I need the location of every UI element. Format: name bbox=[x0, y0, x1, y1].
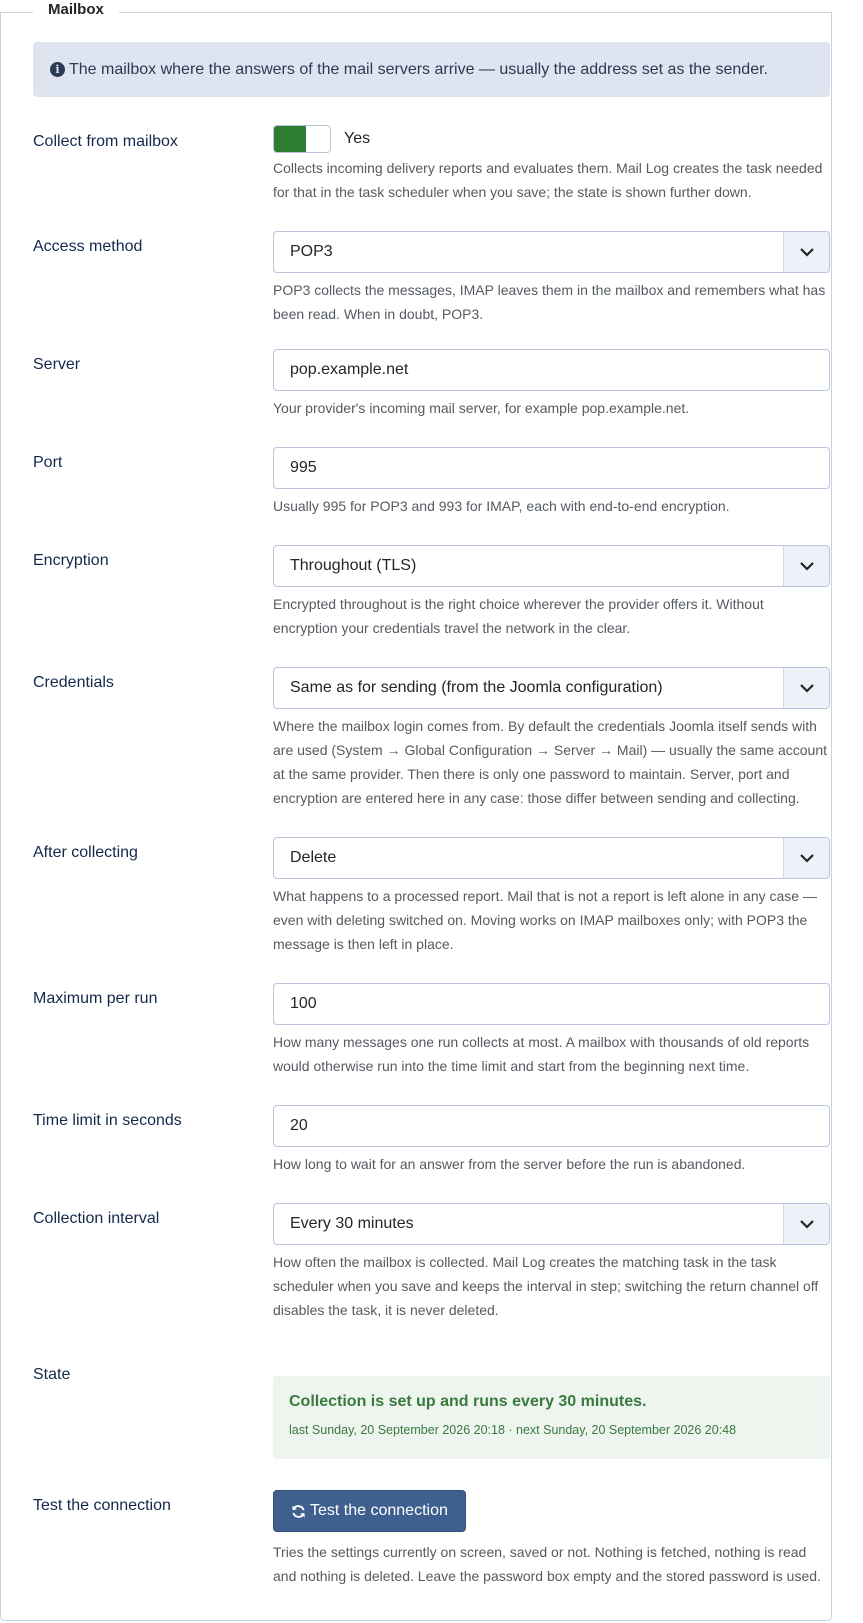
port-input[interactable]: 995 bbox=[273, 447, 830, 489]
hint-after: What happens to a processed report. Mail that is not a report is left alone in any case — even with deleting switched on. Moving works on IMAP mailboxes only; with POP3 the message is then left in place. bbox=[273, 888, 817, 952]
encryption-select-value: Throughout (TLS) bbox=[290, 557, 417, 574]
hint-credentials: Where the mailbox login comes from. By default the credentials Joomla itself sends with are used (System → Global Configuration → Server → Mail) — usually the same account at the same provider. Then there is only one password to maintain. Server, port and encryption are entered here in any case: those differ between sending and collecting. bbox=[273, 718, 828, 806]
control-server bbox=[273, 349, 830, 420]
state-box bbox=[273, 1376, 830, 1459]
control-timeout bbox=[273, 1105, 830, 1176]
state-detail: last Sunday, 20 September 2026 20:18 · next Sunday, 20 September 2026 20:48 bbox=[289, 1423, 737, 1437]
encryption-select[interactable] bbox=[273, 545, 830, 587]
control-interval bbox=[273, 1203, 830, 1322]
chevron-down-icon[interactable] bbox=[783, 838, 829, 878]
chevron-down-icon[interactable] bbox=[783, 1204, 829, 1244]
hint-test: Tries the settings currently on screen, saved or not. Nothing is fetched, nothing is read and nothing is deleted. Leave the password box empty and the stored password is used. bbox=[273, 1544, 821, 1584]
hint-collect: Collects incoming delivery reports and evaluates them. Mail Log creates the task needed for that in the task scheduler when you save; the state is shown further down. bbox=[273, 160, 823, 200]
credentials-select-value: Same as for sending (from the Joomla configuration) bbox=[290, 679, 663, 696]
timeout-input[interactable]: 20 bbox=[273, 1105, 830, 1147]
hint-port: Usually 995 for POP3 and 993 for IMAP, each with end-to-end encryption. bbox=[273, 498, 730, 514]
collect-toggle-label: Yes bbox=[344, 130, 371, 147]
hint-server: Your provider's incoming mail server, for example pop.example.net. bbox=[273, 400, 690, 416]
control-access bbox=[273, 231, 830, 326]
info-text: The mailbox where the answers of the mail servers arrive — usually the address set as the sender. bbox=[69, 60, 768, 78]
control-encryption bbox=[273, 545, 830, 640]
chevron-down-icon[interactable] bbox=[783, 668, 829, 708]
label-test: Test the connection bbox=[33, 1497, 171, 1514]
after-select-value: Delete bbox=[290, 849, 337, 866]
label-timeout: Time limit in seconds bbox=[33, 1112, 182, 1129]
label-port: Port bbox=[33, 454, 63, 471]
chevron-down-icon[interactable] bbox=[783, 546, 829, 586]
hint-access: POP3 collects the messages, IMAP leaves them in the mailbox and remembers what has been read. When in doubt, POP3. bbox=[273, 282, 826, 322]
label-access: Access method bbox=[33, 238, 143, 255]
control-port bbox=[273, 447, 830, 518]
info-icon: i bbox=[50, 62, 65, 77]
chevron-down-icon[interactable] bbox=[783, 232, 829, 272]
refresh-icon bbox=[291, 1504, 306, 1519]
server-input[interactable]: pop.example.net bbox=[273, 349, 830, 391]
hint-max: How many messages one run collects at most. A mailbox with thousands of old reports would otherwise run into the time limit and start from the beginning next time. bbox=[273, 1034, 810, 1074]
control-state bbox=[273, 1376, 830, 1459]
credentials-select[interactable] bbox=[273, 667, 830, 709]
label-interval: Collection interval bbox=[33, 1210, 160, 1227]
label-state: State bbox=[33, 1366, 71, 1383]
state-title: Collection is set up and runs every 30 minutes. bbox=[289, 1393, 647, 1410]
collect-switcher[interactable] bbox=[273, 125, 830, 153]
access-select-value: POP3 bbox=[290, 243, 333, 260]
hint-encryption: Encrypted throughout is the right choice wherever the provider offers it. Without encryption your credentials travel the network in the clear. bbox=[273, 596, 764, 636]
info-alert bbox=[33, 42, 830, 97]
control-credentials bbox=[273, 667, 830, 810]
control-test bbox=[273, 1490, 830, 1588]
after-select[interactable] bbox=[273, 837, 830, 879]
max-input[interactable]: 100 bbox=[273, 983, 830, 1025]
interval-select-value: Every 30 minutes bbox=[290, 1215, 414, 1232]
access-select[interactable] bbox=[273, 231, 830, 273]
control-max bbox=[273, 983, 830, 1078]
control-after bbox=[273, 837, 830, 956]
test-connection-button-label: Test the connection bbox=[310, 1502, 448, 1519]
hint-interval: How often the mailbox is collected. Mail Log creates the matching task in the task scheduler when you save and keeps the interval in step; switching the return channel off disables the task, it is never deleted. bbox=[273, 1254, 819, 1318]
hint-timeout: How long to wait for an answer from the server before the run is abandoned. bbox=[273, 1156, 746, 1172]
label-server: Server bbox=[33, 356, 81, 373]
label-encryption: Encryption bbox=[33, 552, 109, 569]
label-after: After collecting bbox=[33, 844, 138, 861]
label-credentials: Credentials bbox=[33, 674, 114, 691]
test-connection-button[interactable] bbox=[273, 1490, 466, 1532]
control-collect bbox=[273, 125, 830, 204]
label-max: Maximum per run bbox=[33, 990, 158, 1007]
interval-select[interactable] bbox=[273, 1203, 830, 1245]
fieldset-legend: Mailbox bbox=[33, 1, 119, 18]
collect-toggle[interactable] bbox=[273, 125, 331, 153]
label-collect: Collect from mailbox bbox=[33, 133, 178, 150]
